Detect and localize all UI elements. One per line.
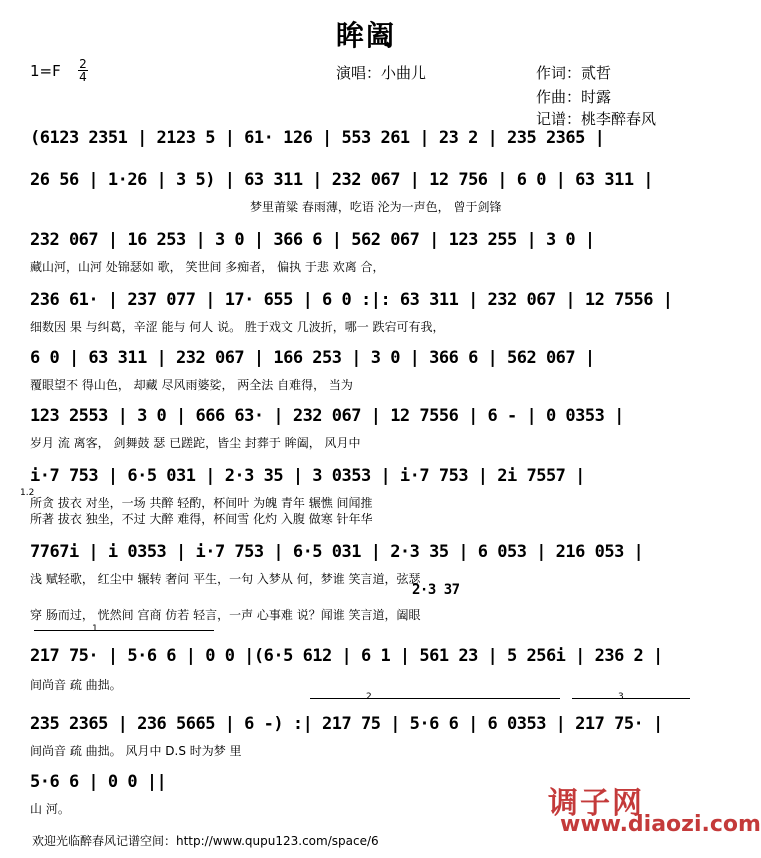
meter-top: 2 [79,57,87,71]
score-line-5: 6 0 | 63 311 | 232 067 | 166 253 | 3 0 | 366 6 | 562 067 | [30,348,595,368]
singer-credit: 演唱：小曲儿 [336,64,427,82]
song-title: 眸阖 [336,19,397,52]
watermark-url: www.diaozi.com [560,812,761,837]
score-line-6: 123 2553 | 3 0 | 666 63· | 232 067 | 12 7556 | 6 - | 0 0353 | [30,406,624,426]
score-line-2: 26 56 | 1·26 | 3 5) | 63 311 | 232 067 | 12 756 | 6 0 | 63 311 | [30,170,654,190]
verse-label-1-2: 1.2 [20,488,35,498]
key-signature: 1=F [30,62,61,80]
score-line-11: 235 2365 | 236 5665 | 6 -) :| 217 75 | 5·6 6 | 6 0353 | 217 75· | [30,714,663,734]
ending-label-1: 1 [92,624,98,634]
time-signature [78,58,88,83]
lyric-line-9: 穿 肠而过， 恍然间 宫商 仿若 轻言，一声 心事难 说？闻谁 笑言道，阖眼 [30,608,421,622]
lyric-line-11: 间尚音 疏 曲拙。 风月中 D.S 时为梦 里 [30,744,242,758]
lyric-line-7b: 所著 拔衣 独坐，不过 大醉 难得，杯间雪 化灼 入腹 做寒 针年华 [30,512,373,526]
lyric-line-6: 岁月 流 离客， 剑舞鼓 瑟 已蹉跎，皆尘 封葬于 眸阖， 风月中 [30,436,361,450]
composer-credit: 作曲：时露 [536,88,612,106]
lyric-line-2: 梦里莆粱 春雨薄，吃语 沦为一声色， 曾于剑锋 [250,200,502,214]
score-line-4: 236 61· | 237 077 | 17· 655 | 6 0 :|: 63 311 | 232 067 | 12 7556 | [30,290,673,310]
lyric-line-5: 覆眼望不 得山色， 却藏 尽风雨婆娑， 两全法 自难得， 当为 [30,378,353,392]
score-line-1: (6123 2351 | 2123 5 | 61· 126 | 553 261 | 23 2 | 235 2365 | [30,128,605,148]
footer-text: 欢迎光临醉春风记谱空间：http://www.qupu123.com/space/6 [32,834,379,848]
lyric-line-4: 细数因 果 与纠葛，辛涩 能与 何人 说。 胜于戏文 几波折，哪一 跌宕可有我， [30,320,445,334]
score-line-10: 217 75· | 5·6 6 | 0 0 |(6·5 612 | 6 1 | 561 23 | 5 256i | 236 2 | [30,646,663,666]
lyric-line-3: 藏山河，山河 处锦瑟如 歌， 笑世间 多痴者， 偏执 于悲 欢离 合， [30,260,385,274]
lyric-line-7a: 所贪 拔衣 对坐，一场 共醉 轻酌，杯间叶 为魄 青年 辗憔 间闻推 [30,496,373,510]
alt-notes: 2·3 37 [412,582,460,598]
ending-bracket-1 [34,630,214,639]
lyric-line-10: 间尚音 疏 曲拙。 [30,678,122,692]
lyricist-credit: 作词：贰哲 [536,64,612,82]
lyric-line-8: 浅 赋轻歌， 红尘中 辗转 奢问 平生，一句 入梦从 何，梦谁 笑言道，弦瑟 [30,572,421,586]
lyric-line-12: 山 河。 [30,802,70,816]
watermark-logo: 调子网 [548,786,644,821]
ending-bracket-3 [572,698,690,707]
meter-bottom: 4 [79,70,87,84]
score-line-8: 7767i | i 0353 | i·7 753 | 6·5 031 | 2·3 35 | 6 053 | 216 053 | [30,542,644,562]
ending-label-2: 2 [366,692,372,702]
transcriber-credit: 记谱：桃李醉春风 [536,110,657,128]
ending-bracket-2 [310,698,560,707]
score-line-7: i·7 753 | 6·5 031 | 2·3 35 | 3 0353 | i·7 753 | 2i 7557 | [30,466,585,486]
ending-label-3: 3 [618,692,624,702]
score-line-12: 5·6 6 | 0 0 || [30,772,167,792]
score-line-3: 232 067 | 16 253 | 3 0 | 366 6 | 562 067 | 123 255 | 3 0 | [30,230,595,250]
